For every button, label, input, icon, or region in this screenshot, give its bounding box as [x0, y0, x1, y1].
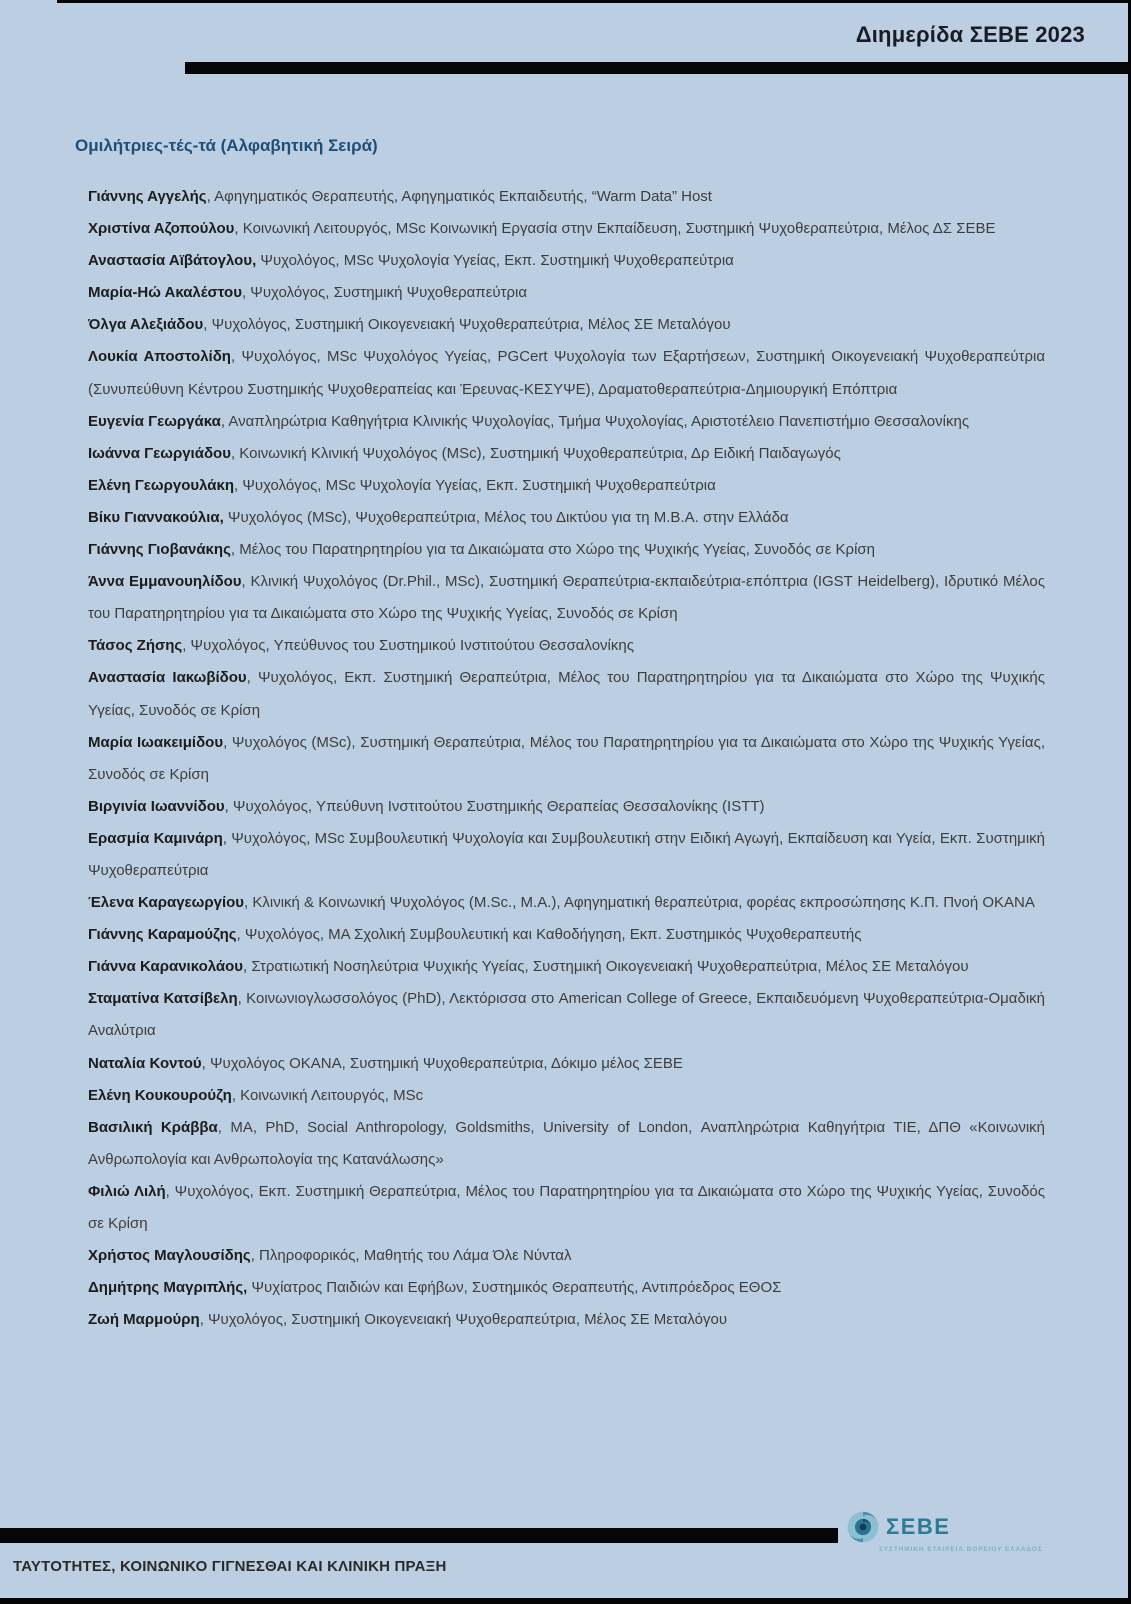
speaker-entry [88, 823, 1045, 887]
speaker-entry [88, 951, 1045, 983]
speaker-name: Βίκυ Γιαννακούλια, [88, 508, 224, 526]
speakers-list [88, 181, 1045, 1336]
speaker-entry [88, 277, 1045, 309]
speaker-name: Βασιλική Κράββα [88, 1118, 218, 1136]
speaker-name: Γιάννης Καραμούζης [88, 926, 237, 944]
speaker-name: Αναστασία Αϊβάτογλου, [88, 252, 257, 270]
speaker-entry [88, 309, 1045, 341]
speaker-details: , Αναπληρώτρια Καθηγήτρια Κλινικής Ψυχολογίας, Τμήμα Ψυχολογίας, Αριστοτέλειο Πανεπιστήμιο Θεσσαλονίκης [220, 412, 970, 430]
speaker-details: , Ψυχολόγος (MSc), Συστημική Θεραπεύτρια, Μέλος του Παρατηρητηρίου για τα Δικαιώματα στο Χώρο της Ψυχικής Υγείας, Συνοδός σε Κρίση [88, 733, 1045, 783]
speaker-details: , Ψυχολόγος ΟΚΑΝΑ, Συστημική Ψυχοθεραπεύτρια, Δόκιμο μέλος ΣΕΒΕ [201, 1054, 683, 1072]
speaker-entry [88, 1176, 1045, 1240]
speaker-name: Ελένη Κουκουρούζη [88, 1086, 232, 1104]
header-divider-bar [185, 62, 1131, 74]
speaker-name: Χρήστος Μαγλουσίδης [88, 1247, 251, 1265]
speaker-entry [88, 502, 1045, 534]
speaker-entry [88, 566, 1045, 630]
speaker-entry [88, 1048, 1045, 1080]
sebe-logo-tagline: ΣΥΣΤΗΜΙΚΗ ΕΤΑΙΡΕΙΑ ΒΟΡΕΙΟΥ ΕΛΛΑΔΟΣ [879, 1546, 1043, 1553]
speaker-entry [88, 727, 1045, 791]
speaker-name: Ναταλία Κοντού [88, 1054, 202, 1072]
speaker-entry [88, 630, 1045, 662]
speaker-details: , Κλινική & Κοινωνική Ψυχολόγος (M.Sc., M.A.), Αφηγηματική θεραπεύτρια, φορέας εκπροσώπησης Κ.Π. Πνοή ΟΚΑΝΑ [244, 894, 1035, 912]
speaker-entry [88, 887, 1045, 919]
speaker-details: , Ψυχολόγος, Συστημική Ψυχοθεραπεύτρια [241, 284, 528, 302]
speaker-entry [88, 245, 1045, 277]
speaker-name: Μαρία-Ηώ Ακαλέστου [88, 284, 242, 302]
speaker-entry [88, 213, 1045, 245]
speaker-name: Γιάννης Αγγελής [88, 188, 207, 205]
speaker-name: Ελένη Γεωργουλάκη [88, 476, 235, 494]
speaker-entry [88, 919, 1045, 951]
speaker-details: , Ψυχολόγος, Εκπ. Συστημική Θεραπεύτρια, Μέλος του Παρατηρητηρίου για τα Δικαιώματα στο Χώρο της Ψυχικής Υγείας, Συνοδός σε Κρίση [88, 669, 1045, 719]
speaker-details: , Ψυχολόγος, MA Σχολική Συμβουλευτική και Καθοδήγηση, Εκπ. Συστημικός Ψυχοθεραπευτής [236, 926, 862, 944]
speaker-name: Μαρία Ιωακειμίδου [88, 733, 224, 751]
speaker-details: , Ψυχολόγος, MSc Συμβουλευτική Ψυχολογία και Συμβουλευτική στην Ειδική Αγωγή, Εκπαίδευση και Υγεία, Εκπ. Συστημική Ψυχοθεραπεύτρια [88, 829, 1045, 879]
speaker-name: Ερασμία Καμινάρη [88, 829, 223, 847]
speaker-details: , Στρατιωτική Νοσηλεύτρια Ψυχικής Υγείας, Συστημική Οικογενειακή Ψυχοθεραπεύτρια, Μέλος ΣΕ Μεταλόγου [243, 958, 969, 976]
speaker-entry [88, 534, 1045, 566]
speaker-details: Ψυχολόγος (MSc), Ψυχοθεραπεύτρια, Μέλος του Δικτύου για τη Μ.Β.Α. στην Ελλάδα [223, 508, 789, 526]
speaker-details: , Αφηγηματικός Θεραπευτής, Αφηγηματικός Εκπαιδευτής, “Warm Data” Host [206, 188, 712, 205]
speaker-details: , Ψυχολόγος, Εκπ. Συστημική Θεραπεύτρια, Μέλος του Παρατηρητηρίου για τα Δικαιώματα στο Χώρο της Ψυχικής Υγείας, Συνοδός σε Κρίση [88, 1182, 1045, 1232]
speaker-details: , Κοινωνιογλωσσολόγος (PhD), Λεκτόρισσα στο American College of Greece, Εκπαιδευόμενη Ψυχοθεραπεύτρια-Ομαδική Αναλύτρια [88, 990, 1045, 1040]
sebe-logo-text: ΣΕΒΕ [886, 1514, 951, 1539]
speaker-details: , Ψυχολόγος, MSc Ψυχολόγος Υγείας, PGCert Ψυχολογία των Εξαρτήσεων, Συστημική Οικογενειακή Ψυχοθεραπεύτρια (Συνυπεύθυνη Κέντρου Συστημικής Ψυχοθεραπείας και Έρευνας-ΚΕΣΥΨΕ), Δραματοθεραπεύτρια-Δημιουργική Επόπτρια [88, 348, 1046, 398]
speaker-details: Ψυχίατρος Παιδιών και Εφήβων, Συστημικός Θεραπευτής, Αντιπρόεδρος ΕΘΟΣ [247, 1279, 782, 1297]
speaker-details: , Πληροφορικός, Μαθητής του Λάμα Όλε Νύνταλ [250, 1247, 572, 1265]
speaker-entry [88, 1240, 1045, 1272]
speaker-name: Χριστίνα Αζοπούλου [88, 220, 235, 238]
page-bottom-edge-line [0, 1598, 1131, 1604]
speaker-name: Σταματίνα Κατσίβελη [88, 990, 238, 1008]
speaker-entry [88, 470, 1045, 502]
speaker-details: , MA, PhD, Social Anthropology, Goldsmiths, University of London, Αναπληρώτρια Καθηγήτρια ΤΙΕ, ΔΠΘ «Κοινωνική Ανθρωπολογία και Ανθρωπολογία της Κατανάλωσης» [88, 1118, 1045, 1168]
speaker-details: , Μέλος του Παρατηρητηρίου για τα Δικαιώματα στο Χώρο της Ψυχικής Υγείας, Συνοδός σε Κρίση [230, 541, 876, 559]
speaker-name: Γιάννης Γιοβανάκης [88, 541, 231, 559]
speaker-entry [88, 1112, 1045, 1176]
speaker-name: Έλενα Καραγεωργίου [88, 894, 245, 912]
speaker-details: , Ψυχολόγος, Συστημική Οικογενειακή Ψυχοθεραπεύτρια, Μέλος ΣΕ Μεταλόγου [199, 1311, 728, 1329]
speaker-name: Τάσος Ζήσης [88, 637, 183, 655]
speaker-details: , Κοινωνική Κλινική Ψυχολόγος (MSc), Συστημική Ψυχοθεραπεύτρια, Δρ Ειδική Παιδαγωγός [230, 444, 841, 462]
speaker-name: Φιλιώ Λιλή [88, 1182, 166, 1200]
speaker-details: , Κοινωνική Λειτουργός, MSc [231, 1086, 424, 1104]
section-heading: Ομιλήτριες-τές-τά (Αλφαβητική Σειρά) [75, 136, 378, 155]
speaker-details: , Κλινική Ψυχολόγος (Dr.Phil., MSc), Συστημική Θεραπεύτρια-εκπαιδεύτρια-επόπτρια (IGST Heidelberg), Ιδρυτικό Μέλος του Παρατηρητηρίου για τα Δικαιώματα στο Χώρο της Ψυχικής Υγείας, Συνοδός σε Κρίση [88, 573, 1046, 623]
speaker-details: , Ψυχολόγος, Υπεύθυνος του Συστημικού Ινστιτούτου Θεσσαλονίκης [182, 637, 634, 655]
speaker-details: , Ψυχολόγος, Υπεύθυνη Ινστιτούτου Συστημικής Θεραπείας Θεσσαλονίκης (ISTT) [224, 797, 765, 815]
speaker-entry [88, 1080, 1045, 1112]
speaker-name: Γιάννα Καρανικολάου [88, 958, 244, 976]
speaker-entry [88, 1304, 1045, 1336]
speaker-name: Όλγα Αλεξιάδου [88, 316, 204, 334]
speaker-entry [88, 406, 1045, 438]
speaker-name: Ζωή Μαρμούρη [88, 1311, 200, 1329]
speaker-entry [88, 662, 1045, 726]
speaker-entry [88, 341, 1045, 405]
speaker-details: Ψυχολόγος, MSc Ψυχολογία Υγείας, Εκπ. Συστημική Ψυχοθεραπεύτρια [256, 252, 734, 270]
sebe-logo [846, 1510, 1086, 1553]
footer-divider-bar [0, 1528, 838, 1543]
speaker-details: , Ψυχολόγος, MSc Ψυχολογία Υγείας, Εκπ. Συστημική Ψυχοθεραπεύτρια [234, 476, 716, 494]
speaker-entry [88, 438, 1045, 470]
speaker-name: Ιωάννα Γεωργιάδου [88, 444, 231, 462]
speaker-entry [88, 1272, 1045, 1304]
spiral-icon [846, 1510, 880, 1544]
speaker-name: Άννα Εμμανουηλίδου [88, 573, 242, 591]
speaker-name: Λουκία Αποστολίδη [88, 348, 231, 366]
speaker-name: Βιργινία Ιωαννίδου [88, 797, 225, 815]
speaker-name: Αναστασία Ιακωβίδου [88, 669, 247, 687]
speaker-entry [88, 983, 1045, 1047]
page-top-edge-line [57, 0, 1131, 3]
speaker-name: Δημήτρης Μαγριπλής, [88, 1279, 248, 1297]
speaker-name: Ευγενία Γεωργάκα [88, 412, 221, 430]
speaker-entry [88, 181, 1045, 213]
speaker-entry [88, 791, 1045, 823]
speaker-details: , Κοινωνική Λειτουργός, MSc Κοινωνική Εργασία στην Εκπαίδευση, Συστημική Ψυχοθεραπεύτρια, Μέλος ΔΣ ΣΕΒΕ [234, 220, 996, 238]
footer-conference-title: ΤΑΥΤΟΤΗΤΕΣ, ΚΟΙΝΩΝΙΚΟ ΓΙΓΝΕΣΘΑΙ ΚΑΙ ΚΛΙΝΙΚΗ ΠΡΑΞΗ [13, 1558, 447, 1575]
header-title: Διημερίδα ΣΕΒΕ 2023 [855, 22, 1085, 47]
speaker-details: , Ψυχολόγος, Συστημική Οικογενειακή Ψυχοθεραπεύτρια, Μέλος ΣΕ Μεταλόγου [203, 316, 731, 334]
